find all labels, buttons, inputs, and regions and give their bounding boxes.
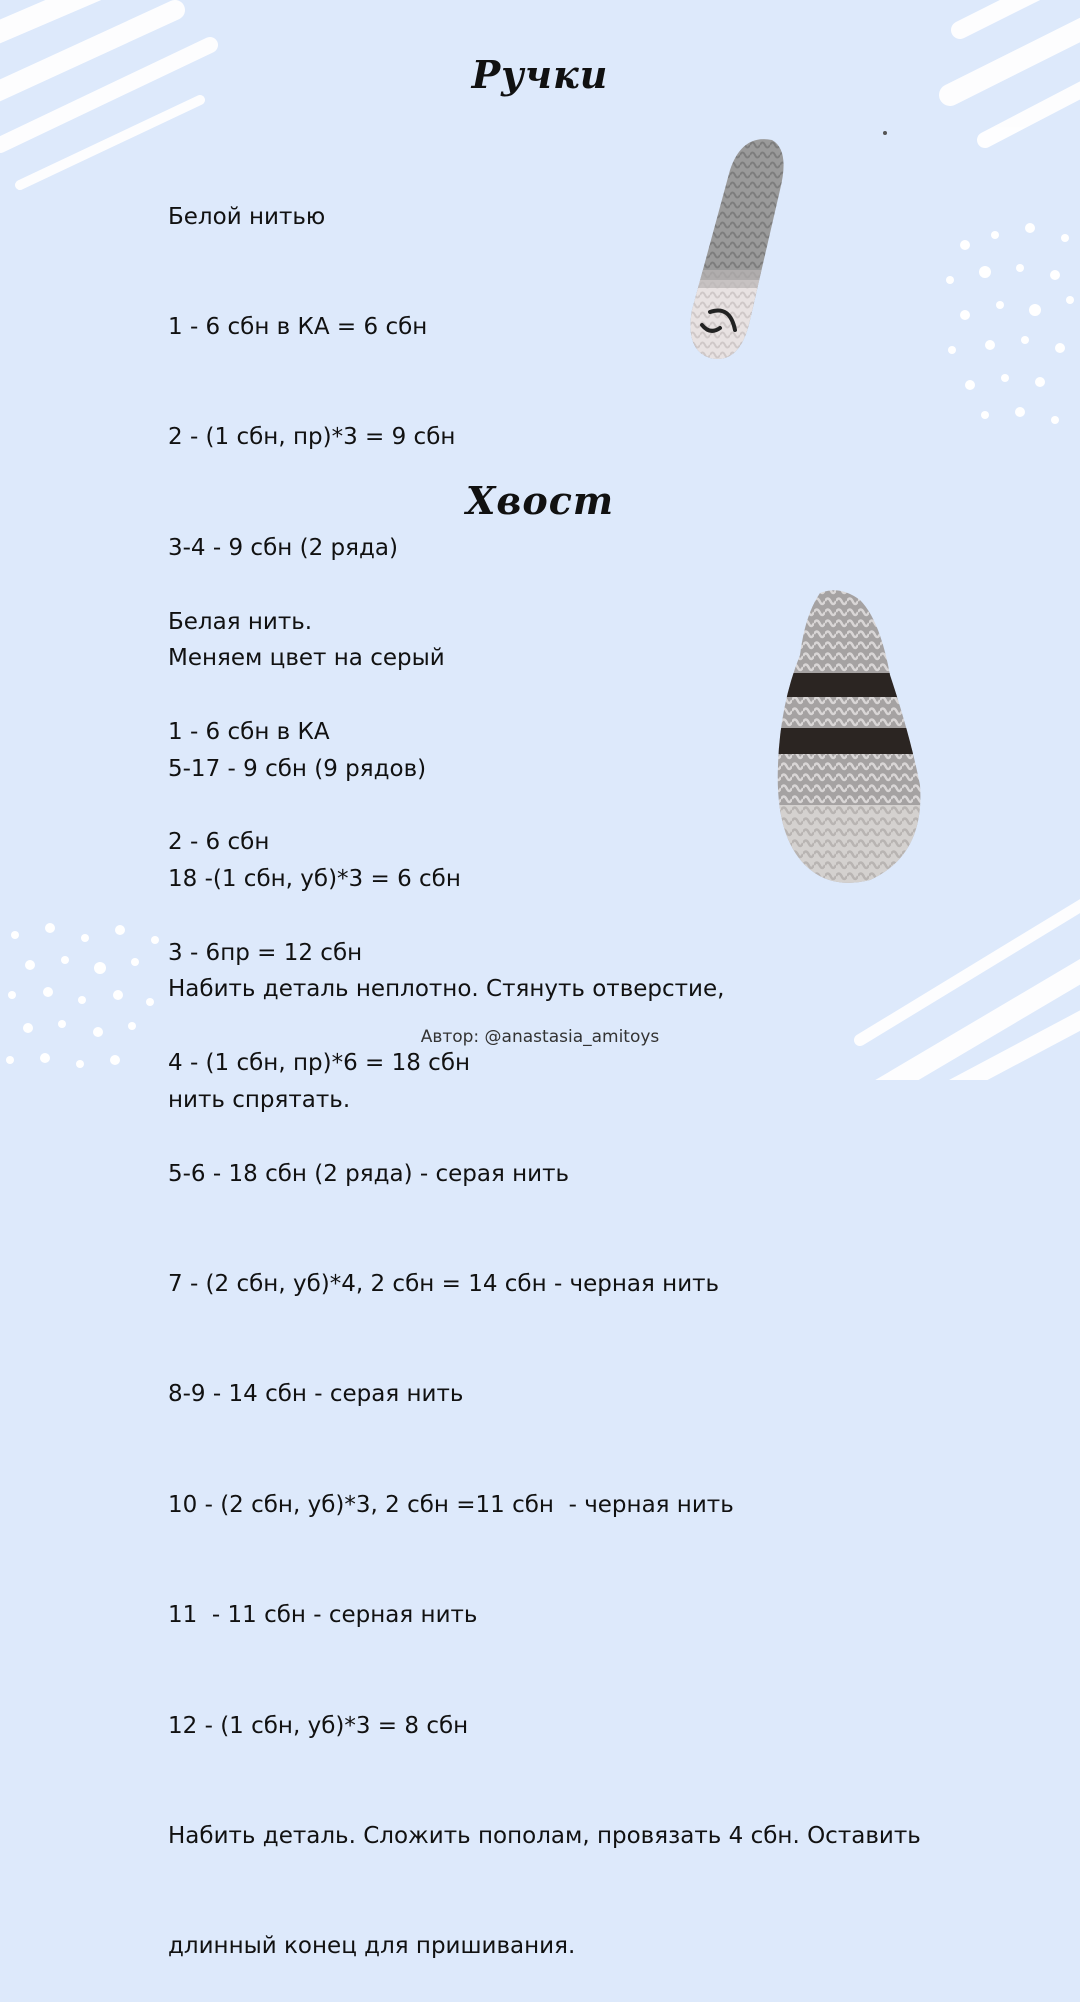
instruction-line: нить спрятать.: [168, 1086, 351, 1113]
instruction-line: 18 -(1 сбн, уб)*3 = 6 сбн: [168, 865, 461, 892]
instruction-line: 1 - 6 сбн в КА = 6 сбн: [168, 313, 428, 340]
author-credit: Автор: @anastasia_amitoys: [420, 1027, 660, 1047]
instruction-line: 2 - (1 сбн, пр)*3 = 9 сбн: [168, 424, 456, 451]
instruction-line: 1 - 6 сбн в КА: [168, 718, 330, 745]
section-title-hands: Ручки: [471, 52, 609, 97]
instruction-line: 2 - 6 сбн: [168, 829, 270, 856]
section-title-tail: Хвост: [465, 478, 615, 523]
instruction-line: 11 - 11 сбн - серная нить: [168, 1602, 478, 1629]
instruction-line: 12 - (1 сбн, уб)*3 = 8 сбн: [168, 1712, 469, 1739]
instruction-line: Набить деталь. Сложить пополам, провязать 4 сбн. Оставить: [168, 1822, 921, 1849]
instruction-line: Белая нить.: [168, 608, 313, 635]
instruction-line: 5-6 - 18 сбн (2 ряда) - серая нить: [168, 1160, 570, 1187]
instruction-line: 5-17 - 9 сбн (9 рядов): [168, 755, 427, 782]
instruction-line: 10 - (2 сбн, уб)*3, 2 сбн =11 сбн - черная нить: [168, 1491, 734, 1518]
instruction-line: 3 - 6пр = 12 сбн: [168, 939, 363, 966]
instruction-line: Белой нитью: [168, 203, 326, 230]
instruction-line: 7 - (2 сбн, уб)*4, 2 сбн = 14 сбн - черная нить: [168, 1270, 720, 1297]
instruction-line: Меняем цвет на серый: [168, 645, 445, 672]
instruction-line: Набить деталь неплотно. Стянуть отверстие,: [168, 976, 725, 1003]
instruction-line: 4 - (1 сбн, пр)*6 = 18 сбн: [168, 1050, 471, 1077]
instructions-tail: [168, 530, 921, 2002]
instruction-line: длинный конец для пришивания.: [168, 1933, 576, 1960]
dots-right: [946, 223, 1074, 424]
instruction-line: 3-4 - 9 сбн (2 ряда): [168, 534, 398, 561]
instruction-line: 8-9 - 14 сбн - серая нить: [168, 1381, 464, 1408]
